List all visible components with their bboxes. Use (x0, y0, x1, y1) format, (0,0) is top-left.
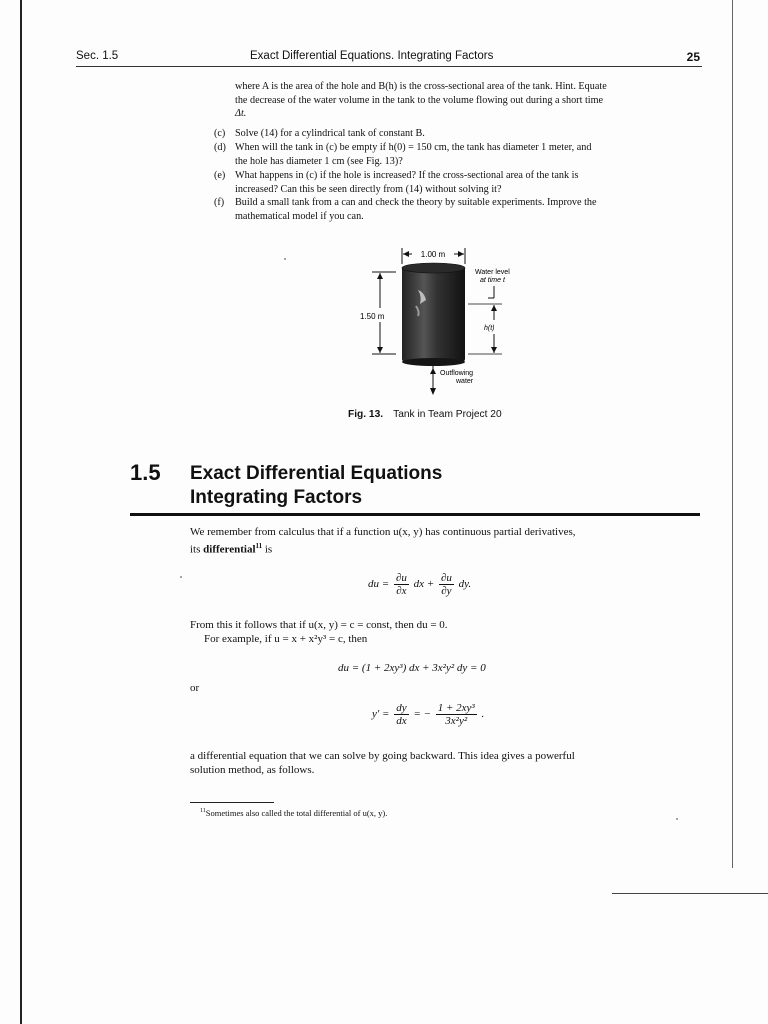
hint-paragraph (235, 80, 700, 121)
eq-numerator: 1 + 2xy³ (437, 702, 475, 714)
tank-bottom (402, 358, 465, 366)
header-rule (76, 66, 702, 67)
figure-caption-text: Tank in Team Project 20 (393, 409, 502, 420)
footnote-ref: 11 (255, 542, 263, 550)
item-label: (e) (214, 170, 226, 181)
outflow-label: Outflowing (440, 370, 474, 377)
text-line: a differential equation that we can solve by going backward. This idea gives a powerful (190, 750, 575, 762)
scan-edge-left (20, 0, 22, 1024)
text-line: the decrease of the water volume in the tank to the volume flowing out during a short time (235, 94, 604, 106)
width-label: 1.00 m (420, 250, 446, 259)
water-level-label: Water level (475, 269, 510, 276)
text-line (190, 539, 702, 557)
section-rule (130, 513, 700, 516)
h-label: h(t) (484, 325, 495, 332)
arrowhead-icon (491, 305, 497, 311)
figure-number: Fig. 13. (348, 409, 384, 420)
scan-speck (180, 576, 182, 578)
intro-paragraph (190, 525, 702, 557)
section-title (190, 462, 442, 510)
closing-paragraph (190, 749, 702, 777)
fraction (394, 572, 409, 597)
fraction (439, 572, 454, 597)
text-fragment: its (190, 543, 201, 556)
text-line: or (190, 682, 200, 694)
header-section: Sec. 1.5 (76, 50, 119, 62)
fraction (394, 702, 408, 727)
eq-denominator: ∂y (441, 585, 452, 597)
list-item (214, 196, 700, 224)
height-label: 1.50 m (360, 312, 385, 321)
arrowhead-icon (430, 368, 436, 374)
footnote-mark: 11 (200, 808, 206, 815)
section-number: 1.5 (130, 460, 161, 485)
list-item (214, 127, 700, 140)
item-label: (d) (214, 142, 226, 153)
text-fragment: is (264, 543, 273, 556)
text-line: solution method, as follows. (190, 764, 315, 776)
fraction (436, 702, 477, 727)
figure-caption (348, 409, 502, 420)
footnote-rule (190, 802, 274, 803)
tank-figure (360, 242, 550, 402)
item-label: (c) (214, 128, 226, 139)
tank-body (402, 266, 465, 362)
text-line: For example, if u = x + x²y³ = c, then (204, 633, 368, 645)
arrowhead-icon (458, 251, 464, 257)
arrowhead-icon (377, 273, 383, 279)
equation-ode (372, 702, 484, 727)
arrowhead-icon (403, 251, 409, 257)
eq-numerator: ∂u (395, 572, 407, 584)
tank-top (402, 263, 465, 273)
eq-part: du = (368, 578, 390, 591)
eq-part: . (481, 708, 485, 721)
running-header (76, 50, 700, 66)
text-line: where A is the area of the hole and B(h) is the cross-sectional area of the tank. Hint. Equate (235, 81, 607, 92)
text-line: mathematical model if you can. (235, 210, 364, 222)
eq-part: dx + (413, 578, 435, 591)
eq-denominator: 3x²y² (445, 715, 468, 727)
eq-numerator: dy (396, 702, 407, 714)
eq-part: = − (413, 708, 431, 721)
list-item (214, 141, 700, 169)
text-line: Build a small tank from a can and check the theory by suitable experiments. Improve the (235, 197, 597, 208)
section-title-line: Integrating Factors (190, 487, 363, 508)
text-line: the hole has diameter 1 cm (see Fig. 13)? (235, 155, 403, 167)
section-title-line: Exact Differential Equations (190, 463, 443, 484)
text-line: increased? Can this be seen directly from (14) without solving it? (235, 183, 502, 195)
text-line: From this it follows that if u(x, y) = c = const, then du = 0. (190, 619, 448, 631)
text-line: When will the tank in (c) be empty if h(0) = 150 cm, the tank has diameter 1 meter, and (235, 142, 592, 153)
header-title: Exact Differential Equations. Integrating Factors (250, 50, 494, 62)
outflow-label: water (456, 378, 474, 385)
footnote-text: Sometimes also called the total differential of u(x, y). (205, 808, 388, 818)
item-label: (f) (214, 197, 225, 208)
arrowhead-icon (491, 347, 497, 353)
water-level-label: at time t (480, 277, 505, 284)
text-line: We remember from calculus that if a function u(x, y) has continuous partial derivatives, (190, 526, 576, 538)
scan-speck (284, 258, 286, 260)
list-item (214, 169, 700, 197)
eq-part: y′ = (372, 708, 390, 721)
scan-edge-right (732, 0, 733, 868)
text-line: Δt. (235, 108, 247, 120)
eq-part: dy. (458, 578, 472, 591)
eq-denominator: dx (396, 715, 407, 727)
scan-edge-bottom (612, 893, 768, 894)
footnote (200, 808, 387, 818)
arrowhead-icon (430, 388, 436, 395)
term-differential: differential (203, 543, 256, 556)
text-line: Solve (14) for a cylindrical tank of constant B. (235, 128, 425, 139)
arrowhead-icon (377, 347, 383, 353)
eq-numerator: ∂u (440, 572, 452, 584)
eq-denominator: ∂x (396, 585, 407, 597)
scan-speck (676, 818, 678, 820)
text-line: What happens in (c) if the hole is increased? If the cross-sectional area of the tank is (235, 170, 579, 181)
equation-total-differential (368, 572, 471, 597)
page-number: 25 (686, 50, 700, 64)
equation-example-differential: du = (1 + 2xy³) dx + 3x²y² dy = 0 (338, 662, 486, 674)
